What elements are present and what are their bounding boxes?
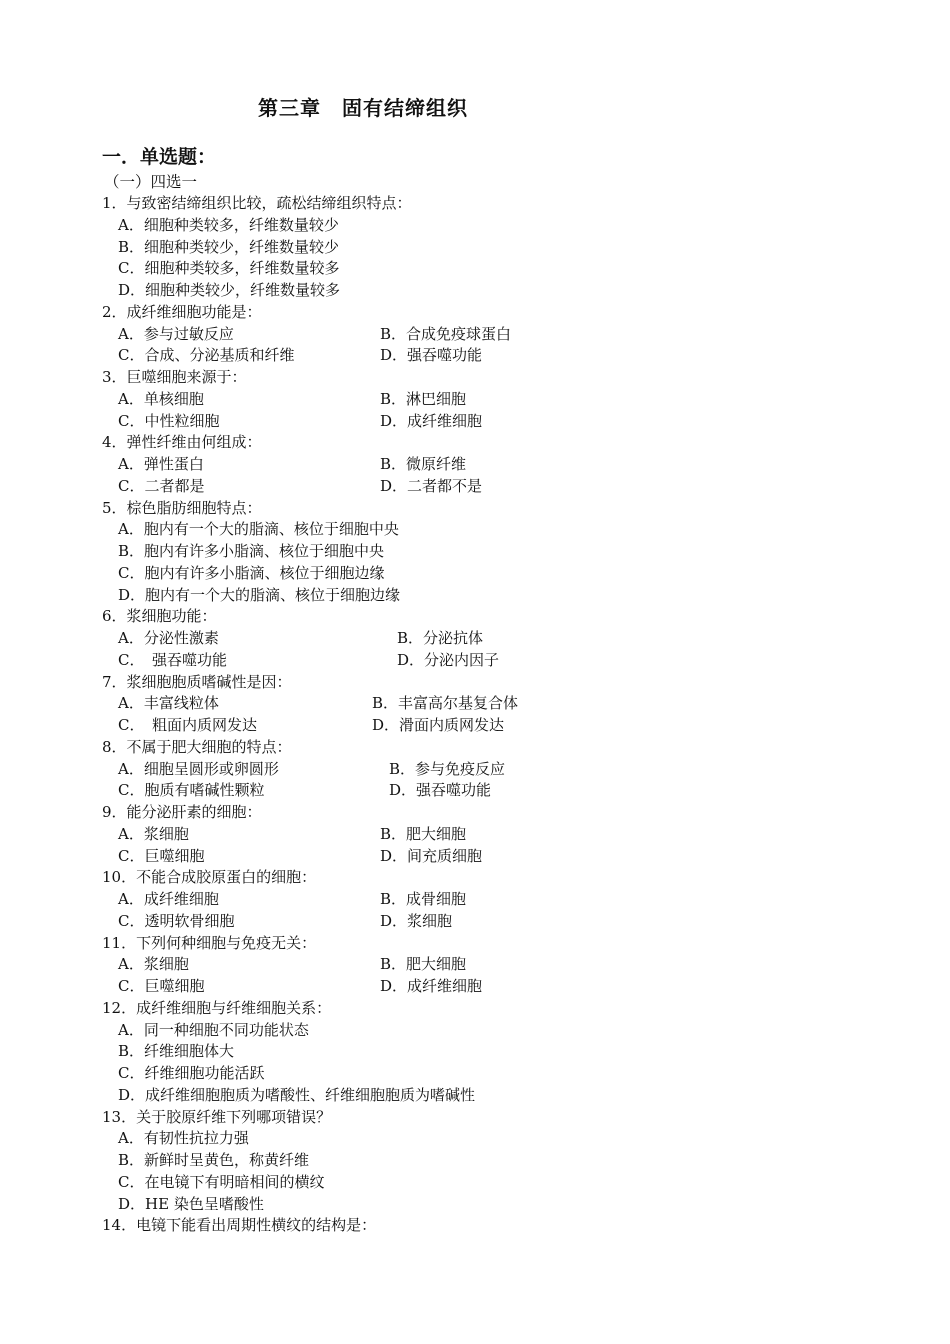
option: A．细胞种类较多，纤维数量较少 [118, 215, 339, 234]
question-stem: 13．关于胶原纤维下列哪项错误？ [102, 1107, 332, 1126]
option: B．肥大细胞 [380, 955, 467, 974]
option: C．合成、分泌基质和纤维 [118, 346, 295, 365]
option: D．滑面内质网发达 [372, 716, 505, 734]
option: D．强吞噬功能 [380, 346, 483, 365]
option: D．强吞噬功能 [389, 781, 492, 800]
option-row [102, 889, 902, 911]
option: B．胞内有许多小脂滴、核位于细胞中央 [118, 542, 385, 560]
option: D．成纤维细胞 [380, 411, 483, 430]
option-row [102, 954, 902, 976]
option: C．在电镜下有明暗相间的横纹 [118, 1172, 325, 1191]
option-row [102, 476, 902, 498]
option-row [102, 454, 902, 476]
option: C．胞内有许多小脂滴、核位于细胞边缘 [118, 563, 385, 582]
question-stem: 12．成纤维细胞与纤维细胞关系： [102, 998, 332, 1017]
option: B．参与免疫反应 [389, 759, 506, 778]
option: B．合成免疫球蛋白 [380, 324, 512, 343]
question-stem: 2．成纤维细胞功能是： [102, 302, 262, 321]
question-stem: 9．能分泌肝素的细胞： [102, 803, 262, 821]
question-stem: 1．与致密结缔组织比较，疏松结缔组织特点： [102, 194, 412, 212]
option: B．淋巴细胞 [380, 389, 467, 408]
option: A．同一种细胞不同功能状态 [118, 1020, 309, 1039]
option: C．细胞种类较多，纤维数量较多 [118, 259, 340, 278]
option: B．分泌抗体 [397, 629, 484, 647]
subsection-title: （一）四选一 [104, 173, 198, 191]
option: C．二者都是 [118, 476, 205, 495]
option: B．微原纤维 [380, 455, 467, 473]
option: D．分泌内因子 [397, 650, 500, 669]
option: A．细胞呈圆形或卵圆形 [118, 759, 279, 778]
question-stem: 8．不属于肥大细胞的特点： [102, 737, 292, 756]
option: D．胞内有一个大的脂滴、核位于细胞边缘 [118, 585, 401, 604]
option-row [102, 389, 902, 411]
option-row [102, 650, 902, 672]
option: A．分泌性激素 [118, 629, 219, 647]
question-stem: 5．棕色脂肪细胞特点： [102, 498, 262, 517]
section-title: 一．单选题： [102, 146, 217, 168]
option: A．浆细胞 [118, 955, 189, 974]
option: D．成纤维细胞 [380, 977, 483, 995]
question-stem: 11．下列何种细胞与免疫无关： [102, 933, 317, 952]
option: B．新鲜时呈黄色，称黄纤维 [118, 1151, 310, 1169]
option: B．纤维细胞体大 [118, 1042, 235, 1061]
option: D．二者都不是 [380, 476, 483, 495]
option-row [102, 411, 902, 433]
option: B．丰富高尔基复合体 [372, 694, 519, 713]
option: A．有韧性抗拉力强 [118, 1129, 249, 1148]
option: D．细胞种类较少，纤维数量较多 [118, 281, 341, 299]
question-stem: 10．不能合成胶原蛋白的细胞： [102, 868, 317, 887]
option-row [102, 693, 902, 715]
option: A．单核细胞 [118, 389, 204, 408]
option: A．浆细胞 [118, 824, 189, 843]
question-list [102, 193, 902, 1237]
question-stem: 4．弹性纤维由何组成： [102, 433, 262, 452]
option: C．巨噬细胞 [118, 977, 205, 995]
option-row [102, 628, 902, 650]
option-row [102, 759, 902, 781]
question-stem: 14．电镜下能看出周期性横纹的结构是： [102, 1216, 377, 1235]
option: D．HE 染色呈嗜酸性 [118, 1194, 264, 1213]
option: C．中性粒细胞 [118, 411, 220, 430]
option-row [102, 715, 902, 737]
option: B．细胞种类较少，纤维数量较少 [118, 237, 340, 256]
option: C． 强吞噬功能 [118, 650, 227, 669]
option-row [102, 911, 902, 933]
chapter-title: 第三章 固有结缔组织 [258, 96, 468, 120]
option: A．弹性蛋白 [118, 455, 204, 473]
option: A．丰富线粒体 [118, 694, 219, 713]
question-stem: 7．浆细胞胞质嗜碱性是因： [102, 672, 292, 691]
option-row [102, 824, 902, 846]
question-stem: 3．巨噬细胞来源于： [102, 368, 247, 386]
option: D．间充质细胞 [380, 846, 483, 865]
option: C．透明软骨细胞 [118, 911, 235, 930]
option: B．肥大细胞 [380, 824, 467, 843]
question-stem: 6．浆细胞功能： [102, 607, 217, 626]
option: C． 粗面内质网发达 [118, 716, 257, 734]
option: D．浆细胞 [380, 911, 453, 930]
option: A．胞内有一个大的脂滴、核位于细胞中央 [118, 520, 399, 539]
option: C．巨噬细胞 [118, 846, 205, 865]
option: B．成骨细胞 [380, 890, 467, 908]
option: C．胞质有嗜碱性颗粒 [118, 781, 265, 800]
option-row [102, 976, 902, 998]
option: D．成纤维细胞胞质为嗜酸性、纤维细胞胞质为嗜碱性 [118, 1085, 476, 1104]
option: A．成纤维细胞 [118, 890, 219, 908]
option: A．参与过敏反应 [118, 324, 234, 343]
option-row [102, 780, 902, 802]
option: C．纤维细胞功能活跃 [118, 1064, 265, 1082]
option-row [102, 345, 902, 367]
option-row [102, 324, 902, 346]
option-row [102, 846, 902, 868]
